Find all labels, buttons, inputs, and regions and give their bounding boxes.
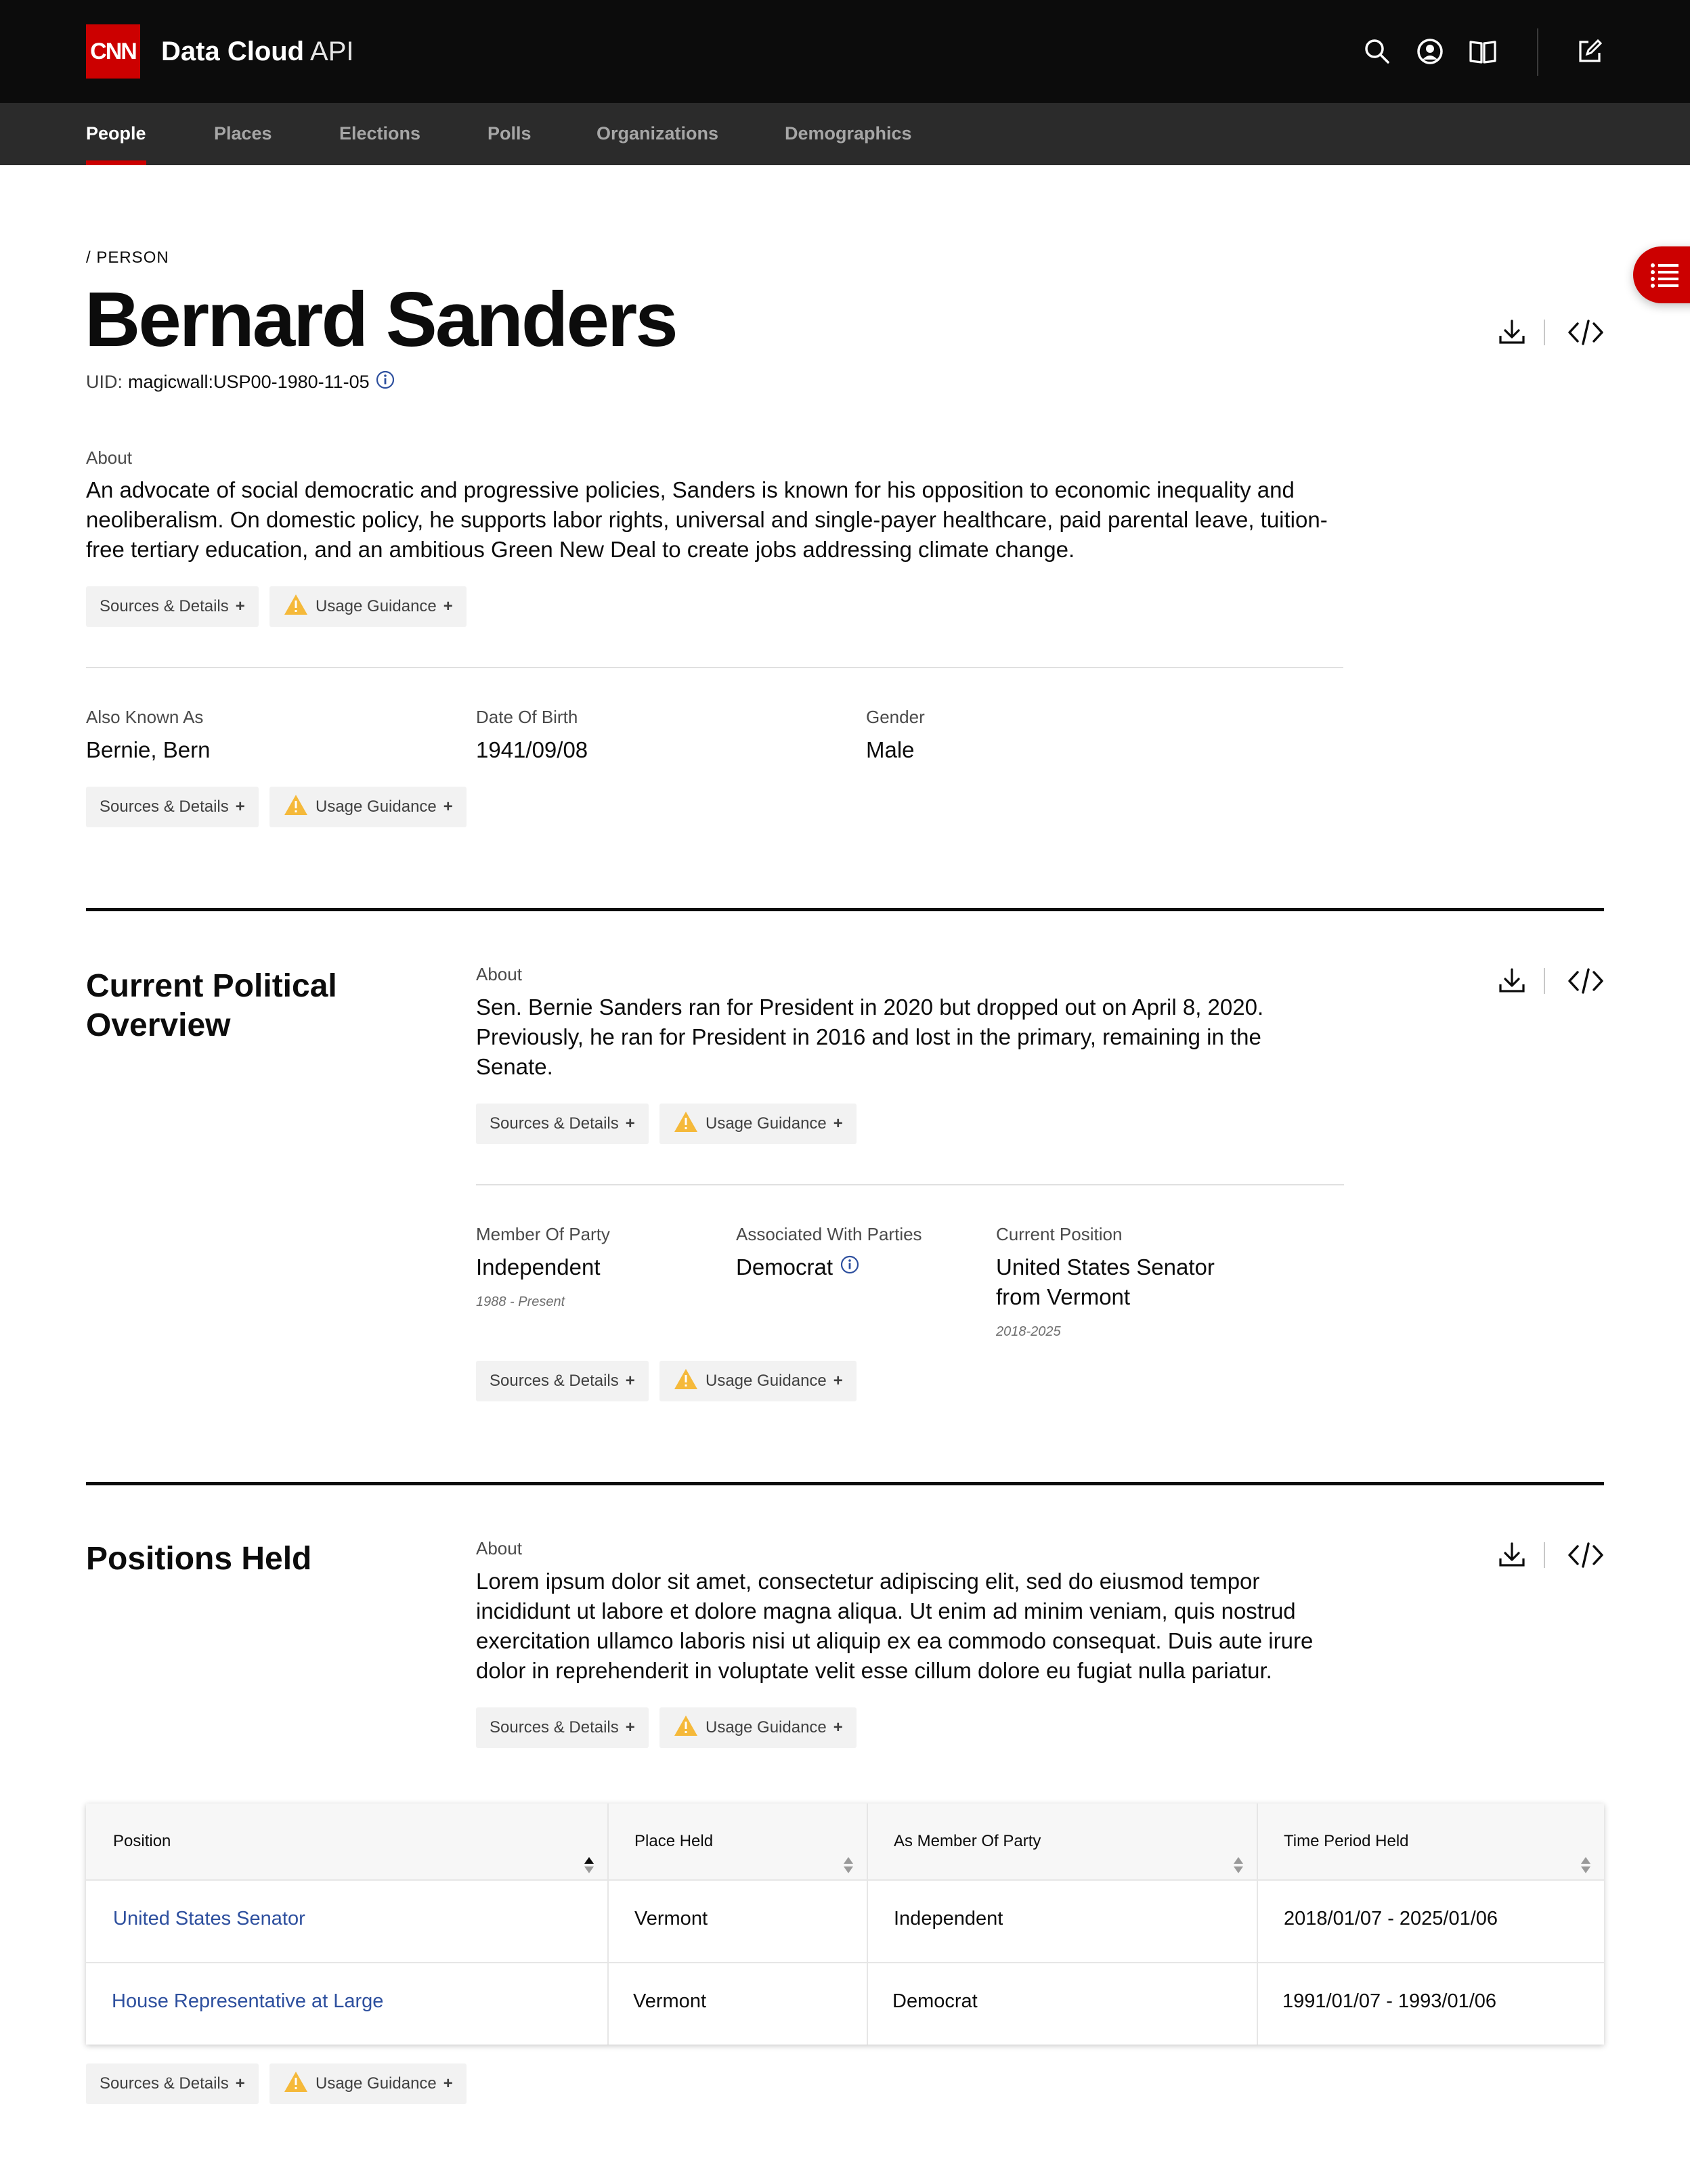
party-dates: 1988 - Present — [476, 1294, 565, 1309]
plus-icon: + — [443, 798, 453, 816]
table-cell-position-link[interactable]: House Representative at Large — [112, 1990, 384, 2012]
info-icon[interactable] — [840, 1252, 860, 1282]
divider — [86, 667, 1343, 668]
logo-text: CNN — [90, 38, 136, 64]
download-icon[interactable] — [1495, 964, 1529, 1001]
positions-about-text: Lorem ipsum dolor sit amet, consectetur adipiscing elit, sed do eiusmod tempor incididunt ut labore et dolore magna aliqua. Ut enim ad minim veniam, quis nostrud exercitation ullamco laboris nisi ut aliquip ex ea commodo consequat. Duis aute irure dolor in reprehenderit in voluptate velit esse cillum dolore eu fugiat nulla pariatur. — [476, 1569, 1314, 1683]
chip-label: Sources & Details — [100, 2074, 229, 2093]
column-divider — [867, 1804, 868, 2045]
gender-value: Male — [866, 737, 915, 762]
code-icon[interactable] — [1567, 315, 1605, 353]
warning-icon — [673, 1714, 699, 1742]
column-divider — [607, 1804, 609, 2045]
plus-icon: + — [833, 1114, 843, 1133]
uid-label: UID: — [86, 372, 123, 392]
divider — [476, 1184, 1344, 1185]
table-cell-place: Vermont — [634, 1908, 708, 1929]
download-icon[interactable] — [1495, 1538, 1529, 1575]
column-header-period[interactable] — [1257, 1804, 1604, 1879]
uid-line — [86, 370, 395, 395]
brand-title — [161, 32, 354, 70]
sources-details-button[interactable] — [86, 787, 259, 827]
position-dates: 2018-2025 — [996, 1324, 1061, 1339]
plus-icon: + — [833, 1372, 843, 1390]
brand-main: Data Cloud — [161, 37, 305, 66]
user-icon[interactable] — [1414, 35, 1446, 68]
plus-icon: + — [235, 597, 245, 615]
table-cell-position-link[interactable]: United States Senator — [113, 1908, 305, 1929]
table-cell-period: 2018/01/07 - 2025/01/06 — [1284, 1908, 1498, 1929]
positions-section-title: Positions Held — [86, 1541, 312, 1577]
toc-button[interactable] — [1633, 246, 1690, 303]
sources-details-button[interactable] — [86, 2063, 259, 2104]
about-label: About — [476, 1538, 522, 1558]
column-divider — [1257, 1804, 1258, 2045]
column-header-position[interactable] — [86, 1804, 607, 1879]
brand-suffix: API — [310, 37, 354, 66]
plus-icon: + — [833, 1718, 843, 1737]
tab-organizations[interactable]: Organizations — [597, 123, 719, 144]
gender-label: Gender — [866, 707, 925, 727]
top-divider — [1537, 28, 1538, 76]
dob-value: 1941/09/08 — [476, 737, 588, 762]
chip-label: Usage Guidance — [706, 1114, 827, 1133]
chip-label: Usage Guidance — [316, 2074, 437, 2093]
chip-label: Sources & Details — [490, 1372, 619, 1390]
political-about-text: Sen. Bernie Sanders ran for President in 2020 but dropped out on April 8, 2020. Previously, he ran for President in 2016 and lost in the primary, remaining in the Senate. — [476, 995, 1264, 1079]
chip-label: Sources & Details — [100, 798, 229, 816]
about-text: An advocate of social democratic and progressive policies, Sanders is known for his opposition to economic inequality and neoliberalism. On domestic policy, he supports labor rights, universal and single-payer healthcare, paid parental leave, tuition-free tertiary education, and an ambitious Green New Deal to create jobs addressing climate change. — [86, 477, 1328, 562]
warning-icon — [283, 2070, 309, 2098]
row-divider — [86, 1879, 1604, 1881]
book-icon[interactable] — [1467, 35, 1499, 68]
plus-icon: + — [443, 597, 453, 615]
assoc-value: Democrat — [736, 1254, 833, 1280]
search-icon[interactable] — [1361, 35, 1393, 68]
chip-label: Sources & Details — [100, 597, 229, 615]
action-divider — [1544, 320, 1545, 345]
plus-icon: + — [625, 1372, 635, 1390]
about-label: About — [86, 447, 132, 468]
warning-icon — [283, 793, 309, 821]
download-icon[interactable] — [1495, 315, 1529, 353]
table-cell-period: 1991/01/07 - 1993/01/06 — [1282, 1990, 1497, 2012]
aka-value: Bernie, Bern — [86, 737, 211, 762]
position-label: Current Position — [996, 1224, 1123, 1244]
plus-icon: + — [443, 2074, 453, 2093]
row-divider — [86, 1962, 1604, 1963]
sort-icon[interactable] — [583, 1832, 595, 1908]
usage-guidance-button[interactable] — [269, 2063, 467, 2104]
info-icon[interactable] — [375, 370, 395, 395]
column-label: As Member Of Party — [894, 1832, 1041, 1850]
table-cell-party: Democrat — [892, 1990, 978, 2012]
list-icon — [1649, 260, 1681, 290]
code-icon[interactable] — [1567, 1538, 1605, 1575]
chip-label: Sources & Details — [490, 1114, 619, 1133]
sort-icon[interactable] — [1232, 1832, 1244, 1908]
column-label: Position — [113, 1832, 171, 1850]
edit-icon[interactable] — [1574, 35, 1606, 68]
plus-icon: + — [235, 2074, 245, 2093]
column-header-place[interactable] — [607, 1804, 867, 1879]
position-value: United States Senator from Vermont — [996, 1254, 1215, 1309]
column-label: Place Held — [634, 1832, 714, 1850]
sources-details-button[interactable] — [476, 1361, 649, 1401]
sort-icon[interactable] — [1580, 1832, 1592, 1908]
tab-demographics[interactable]: Demographics — [785, 123, 912, 144]
sources-details-button[interactable] — [476, 1104, 649, 1144]
tab-elections[interactable]: Elections — [339, 123, 421, 144]
aka-label: Also Known As — [86, 707, 204, 727]
action-divider — [1544, 968, 1545, 994]
tab-people[interactable]: People — [86, 103, 146, 165]
dob-label: Date Of Birth — [476, 707, 578, 727]
column-label: Time Period Held — [1284, 1832, 1409, 1850]
about-label: About — [476, 964, 522, 984]
party-value: Independent — [476, 1254, 601, 1280]
main-nav — [0, 103, 1690, 165]
table-cell-party: Independent — [894, 1908, 1003, 1929]
usage-guidance-button[interactable] — [269, 586, 467, 627]
plus-icon: + — [625, 1718, 635, 1737]
plus-icon: + — [235, 798, 245, 816]
plus-icon: + — [625, 1114, 635, 1133]
usage-guidance-button[interactable] — [659, 1707, 857, 1748]
chip-label: Usage Guidance — [706, 1372, 827, 1390]
uid-value: magicwall:USP00-1980-11-05 — [128, 372, 370, 392]
chip-label: Sources & Details — [490, 1718, 619, 1737]
sources-details-button[interactable] — [476, 1707, 649, 1748]
usage-guidance-button[interactable] — [659, 1104, 857, 1144]
warning-icon — [673, 1110, 699, 1138]
positions-table — [86, 1804, 1604, 2045]
section-divider — [86, 1482, 1604, 1485]
cnn-logo[interactable] — [86, 24, 140, 79]
political-actions — [1495, 964, 1603, 998]
tab-polls[interactable]: Polls — [488, 123, 532, 144]
political-section-title: Current Political Overview — [86, 968, 337, 1043]
breadcrumb: / PERSON — [86, 248, 169, 267]
table-cell-place: Vermont — [633, 1990, 706, 2012]
warning-icon — [673, 1368, 699, 1395]
tab-places[interactable]: Places — [214, 123, 272, 144]
code-icon[interactable] — [1567, 964, 1605, 1001]
action-divider — [1544, 1542, 1545, 1568]
usage-guidance-button[interactable] — [659, 1361, 857, 1401]
top-bar — [0, 0, 1690, 103]
sources-details-button[interactable] — [86, 586, 259, 627]
section-divider — [86, 908, 1604, 911]
chip-label: Usage Guidance — [706, 1718, 827, 1737]
assoc-value-wrap — [736, 1252, 860, 1282]
usage-guidance-button[interactable] — [269, 787, 467, 827]
column-header-party[interactable] — [867, 1804, 1257, 1879]
positions-actions — [1495, 1538, 1603, 1572]
person-actions — [1495, 315, 1603, 349]
page-title: Bernard Sanders — [85, 277, 676, 363]
party-label: Member Of Party — [476, 1224, 610, 1244]
sort-icon[interactable] — [842, 1832, 854, 1908]
chip-label: Usage Guidance — [316, 597, 437, 615]
assoc-label: Associated With Parties — [736, 1224, 922, 1244]
chip-label: Usage Guidance — [316, 798, 437, 816]
warning-icon — [283, 593, 309, 621]
